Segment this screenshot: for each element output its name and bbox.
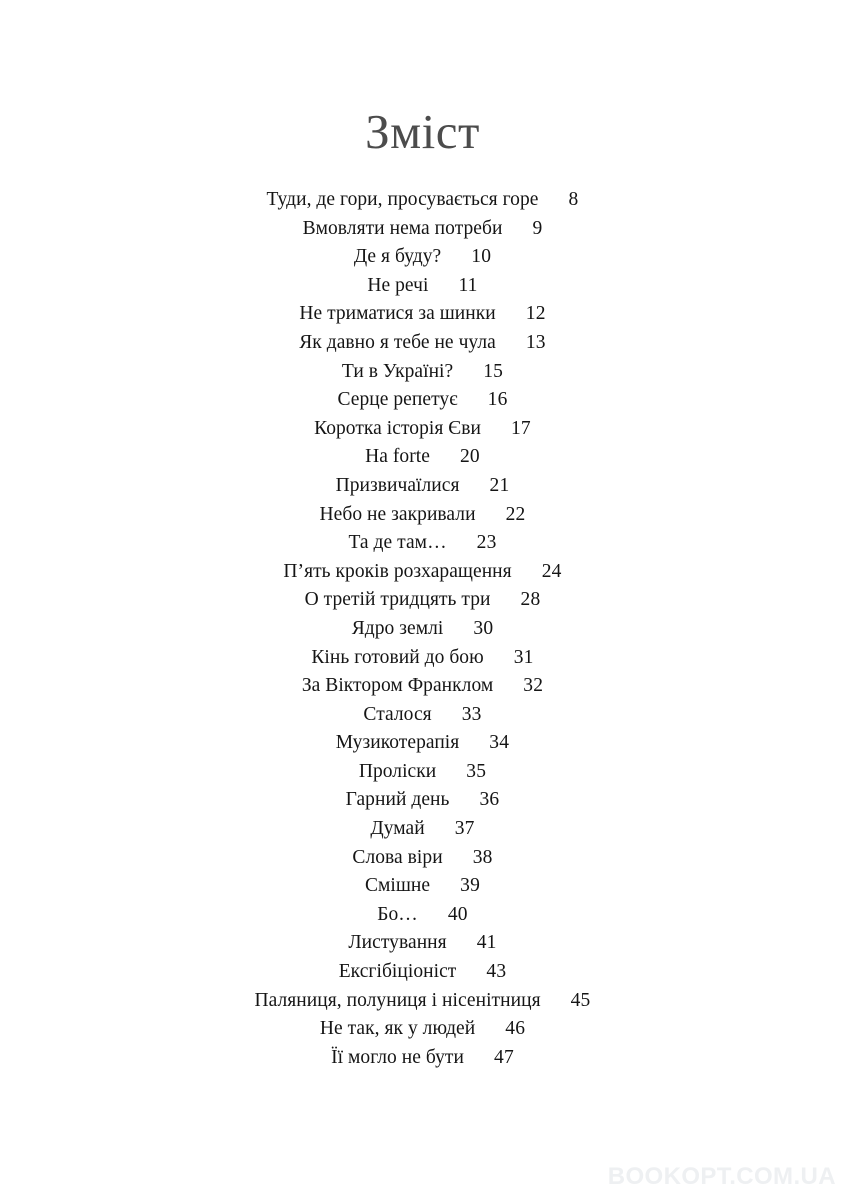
toc-entry-inner [336, 472, 510, 501]
toc-entry[interactable] [0, 758, 845, 787]
table-of-contents-list [0, 186, 845, 1072]
toc-entry[interactable] [0, 844, 845, 873]
toc-entry-title: П’ять кроків розхаращення [283, 560, 512, 582]
toc-entry[interactable] [0, 186, 845, 215]
toc-entry[interactable] [0, 1015, 845, 1044]
toc-entry-inner [299, 300, 545, 329]
toc-entry-title: Музикотерапія [335, 732, 460, 754]
toc-entry-page-number: 24 [541, 560, 562, 582]
toc-entry-title: Паляниця, полуниця і нісенітниця [254, 989, 541, 1011]
toc-entry-page-number: 36 [479, 789, 500, 811]
toc-entry-inner [346, 786, 500, 815]
toc-entry[interactable] [0, 272, 845, 301]
toc-entry-inner [377, 901, 468, 930]
toc-entry-inner [337, 386, 507, 415]
toc-entry-page-number: 41 [476, 932, 497, 954]
toc-entry[interactable] [0, 958, 845, 987]
toc-entry-title: Не так, як у людей [319, 1018, 476, 1040]
toc-entry-page-number: 38 [472, 846, 493, 868]
toc-entry-inner [299, 329, 546, 358]
toc-entry[interactable] [0, 729, 845, 758]
toc-entry[interactable] [0, 329, 845, 358]
toc-entry-page-number: 46 [505, 1018, 526, 1040]
toc-entry-inner [254, 987, 590, 1016]
toc-entry[interactable] [0, 300, 845, 329]
toc-entry-title: Де я буду? [353, 246, 442, 268]
toc-entry-inner [331, 1044, 514, 1073]
toc-entry[interactable] [0, 644, 845, 673]
toc-entry[interactable] [0, 815, 845, 844]
toc-entry[interactable] [0, 586, 845, 615]
toc-entry[interactable] [0, 501, 845, 530]
toc-entry[interactable] [0, 701, 845, 730]
watermark: BOOKOPT.COM.UA [607, 1163, 836, 1190]
toc-entry-title: Призвичаїлися [335, 474, 460, 496]
toc-entry[interactable] [0, 472, 845, 501]
toc-entry-inner [367, 272, 477, 301]
toc-entry-title: Листування [348, 932, 447, 954]
toc-entry-title: Проліски [358, 760, 437, 782]
toc-entry-inner [339, 958, 507, 987]
toc-entry-inner [348, 529, 496, 558]
toc-entry-page-number: 23 [476, 532, 497, 554]
toc-entry-page-number: 20 [459, 446, 480, 468]
page-title: Зміст [365, 104, 480, 159]
toc-entry-page-number: 22 [505, 503, 526, 525]
toc-entry-inner [370, 815, 474, 844]
toc-entry-page-number: 17 [510, 417, 531, 439]
toc-entry[interactable] [0, 215, 845, 244]
toc-entry-inner [314, 415, 531, 444]
toc-entry-inner [363, 701, 481, 730]
toc-entry[interactable] [0, 1044, 845, 1073]
toc-entry-page-number: 45 [570, 989, 591, 1011]
toc-entry-title: За Віктором Франклом [301, 675, 494, 697]
toc-entry-inner [320, 1015, 525, 1044]
toc-entry[interactable] [0, 415, 845, 444]
toc-entry-page-number: 33 [461, 703, 482, 725]
toc-entry-inner [267, 186, 579, 215]
toc-entry-page-number: 11 [458, 274, 478, 296]
toc-entry-title: Серце репетує [337, 389, 458, 411]
toc-entry-title: Ти в Україні? [341, 360, 454, 382]
toc-entry-page-number: 35 [466, 760, 487, 782]
toc-entry-page-number: 39 [460, 875, 481, 897]
toc-entry[interactable] [0, 672, 845, 701]
toc-entry[interactable] [0, 558, 845, 587]
toc-entry[interactable] [0, 929, 845, 958]
toc-entry-page-number: 8 [568, 189, 579, 210]
toc-entry-page-number: 30 [473, 617, 494, 639]
toc-entry-title: Думай [370, 818, 425, 840]
toc-entry-inner [359, 758, 486, 787]
toc-entry-title: Смішне [364, 875, 431, 897]
toc-entry-title: На forte [365, 446, 430, 468]
toc-entry-inner [348, 929, 496, 958]
toc-entry[interactable] [0, 358, 845, 387]
toc-entry-page-number: 34 [489, 732, 510, 754]
toc-entry-title: Туди, де гори, просувається горе [266, 189, 539, 210]
toc-entry[interactable] [0, 443, 845, 472]
toc-entry-page-number: 9 [532, 217, 543, 239]
toc-entry-page-number: 43 [486, 961, 507, 983]
toc-entry-title: Та де там… [348, 532, 447, 554]
toc-entry-inner [320, 501, 526, 530]
toc-entry-page-number: 10 [471, 246, 492, 268]
toc-entry-title: Ексгібіціоніст [338, 961, 457, 983]
toc-entry-title: Вмовляти нема потреби [302, 217, 503, 239]
toc-entry-inner [283, 558, 561, 587]
toc-entry[interactable] [0, 901, 845, 930]
toc-entry-title: Ядро землі [351, 617, 444, 639]
toc-entry-inner [336, 729, 509, 758]
toc-entry-title: Небо не закривали [319, 503, 476, 525]
toc-entry-inner [352, 615, 494, 644]
toc-entry-title: Бо… [377, 903, 418, 925]
toc-entry-page-number: 13 [525, 331, 546, 353]
toc-entry-title: Сталося [363, 703, 432, 725]
toc-entry-inner [311, 644, 533, 673]
toc-entry-inner [342, 358, 503, 387]
toc-entry-page-number: 37 [454, 818, 475, 840]
toc-entry-inner [365, 443, 480, 472]
toc-entry-page-number: 40 [447, 903, 468, 925]
toc-entry-page-number: 28 [520, 589, 541, 611]
toc-entry[interactable] [0, 529, 845, 558]
toc-entry-page-number: 16 [487, 389, 508, 411]
toc-entry-title: Не триматися за шинки [299, 303, 496, 325]
toc-entry-inner [365, 872, 480, 901]
toc-entry-inner [302, 672, 543, 701]
toc-entry-page-number: 15 [483, 360, 504, 382]
toc-entry-title: Як давно я тебе не чула [299, 331, 496, 353]
toc-entry-inner [303, 215, 543, 244]
toc-entry-title: О третій тридцять три [304, 589, 491, 611]
toc-entry-title: Гарний день [345, 789, 450, 811]
toc-entry[interactable] [0, 386, 845, 415]
toc-entry-page-number: 21 [489, 474, 510, 496]
toc-entry-inner [352, 844, 492, 873]
toc-entry-title: Не речі [367, 274, 429, 296]
toc-entry-title: Її могло не бути [331, 1046, 464, 1068]
toc-entry[interactable] [0, 872, 845, 901]
toc-entry-page-number: 47 [494, 1046, 514, 1068]
toc-entry-page-number: 31 [513, 646, 534, 668]
toc-entry[interactable] [0, 615, 845, 644]
toc-entry[interactable] [0, 243, 845, 272]
toc-entry-inner [354, 243, 491, 272]
toc-entry-title: Слова віри [352, 846, 443, 868]
toc-entry-page-number: 32 [523, 675, 544, 697]
toc-entry-inner [305, 586, 541, 615]
toc-entry-page-number: 12 [525, 303, 546, 325]
toc-entry[interactable] [0, 786, 845, 815]
toc-entry-title: Коротка історія Єви [314, 417, 481, 439]
toc-entry-title: Кінь готовий до бою [311, 646, 484, 668]
toc-entry[interactable] [0, 987, 845, 1016]
